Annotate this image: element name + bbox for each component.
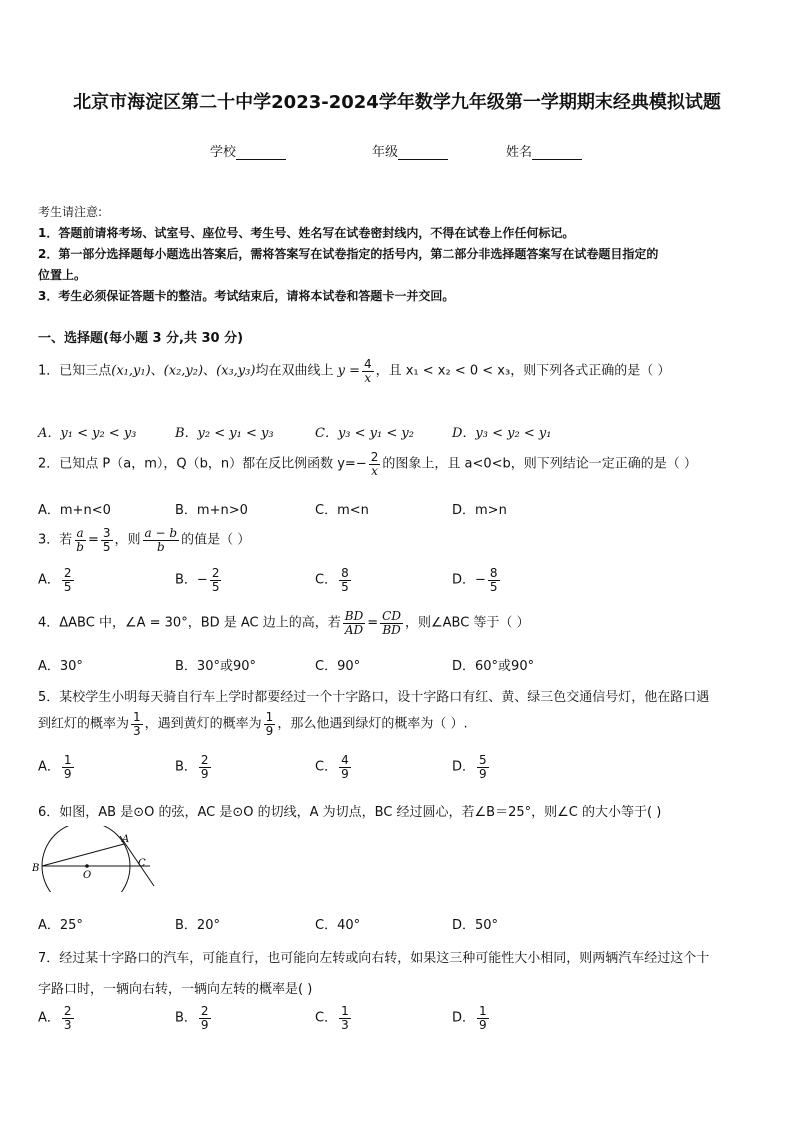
q4-option-c[interactable]: C．90° [315, 659, 361, 674]
q3-b-den: 5 [211, 579, 220, 594]
question-3 [38, 527, 250, 553]
center-point [85, 864, 89, 868]
grade-blank[interactable] [398, 145, 448, 160]
q3-a-label: A． [38, 572, 60, 588]
q4-option-a[interactable]: A．30° [38, 659, 83, 674]
q3-b-label: B．− [175, 572, 208, 588]
q1-option-a[interactable]: A．y₁ < y₂ < y₃ [38, 426, 137, 441]
q6-figure [30, 826, 160, 892]
q3-d-fraction [488, 567, 500, 593]
q3-f3-den: b [156, 539, 165, 554]
school-field[interactable] [210, 141, 286, 160]
q1-option-c[interactable]: C．y₃ < y₁ < y₂ [315, 426, 414, 441]
name-blank[interactable] [532, 145, 582, 160]
q5-f1-num: 1 [133, 710, 141, 724]
q3-suffix: 的值是（ ） [181, 532, 251, 548]
q3-f1-num: a [76, 526, 84, 540]
q3-fraction-3 [143, 527, 180, 553]
q7-option-c[interactable] [315, 1005, 353, 1031]
grade-field[interactable] [372, 141, 448, 160]
q7-option-a[interactable] [38, 1005, 76, 1031]
question-1 [38, 358, 670, 384]
q3-b-fraction [210, 567, 222, 593]
q5-c-label: C． [315, 759, 338, 775]
q5-option-b[interactable] [175, 754, 213, 780]
q2-option-c[interactable]: C．m<n [315, 503, 369, 518]
label-c: C [138, 858, 146, 869]
q5-option-c[interactable] [315, 754, 353, 780]
q7-b-num: 2 [200, 1004, 209, 1018]
q5-a-num: 1 [63, 753, 72, 767]
q5-c-fraction [339, 754, 351, 780]
q7-a-label: A． [38, 1010, 60, 1026]
q5-fraction-2 [264, 711, 276, 737]
q6-option-a[interactable]: A．25° [38, 918, 83, 933]
question-2 [38, 451, 697, 477]
q7-b-den: 9 [200, 1017, 209, 1032]
q4-f1-num: BD [344, 609, 364, 623]
q7-a-den: 3 [63, 1017, 72, 1032]
q5-b-fraction [199, 754, 211, 780]
q3-a-fraction [62, 567, 74, 593]
question-7-line-1: 7．经过某十字路口的汽车，可能直行，也可能向左转或向右转，如果这三种可能性大小相同，则两辆汽车经过这个十 [38, 951, 710, 966]
q6-option-b[interactable]: B．20° [175, 918, 220, 933]
q4-eq: = [367, 615, 379, 631]
q1-point-2: (x₂,y₂) [163, 363, 204, 379]
notice-item-2a: 2．第一部分选择题每小题选出答案后，需将答案写在试卷指定的括号内，第二部分非选择题答案写在试卷题目指定的 [38, 247, 659, 261]
q3-prefix: 3．若 [38, 532, 73, 548]
q3-d-label: D．− [452, 572, 486, 588]
q5-d-fraction [477, 754, 489, 780]
page-title: 北京市海淀区第二十中学2023-2024学年数学九年级第一学期期末经典模拟试题 [73, 92, 721, 113]
q2-num: 2 [370, 450, 379, 464]
question-4 [38, 610, 530, 636]
school-label: 学校 [210, 145, 237, 160]
q7-d-label: D． [452, 1010, 476, 1026]
q5-d-den: 9 [479, 766, 487, 781]
q3-fraction-1 [74, 527, 86, 553]
q2-option-d[interactable]: D．m>n [452, 503, 507, 518]
q3-d-num: 8 [489, 566, 498, 580]
q4-option-d[interactable]: D．60°或90° [452, 659, 535, 674]
q1-sep-1: 、 [150, 363, 164, 379]
q7-b-label: B． [175, 1010, 197, 1026]
q1-prefix: 1．已知三点 [38, 363, 112, 379]
notice-item-2b: 位置上。 [38, 268, 87, 282]
q4-f1-den: AD [344, 622, 364, 637]
q4-suffix: ，则∠ABC 等于（ ） [404, 615, 530, 631]
q1-fraction [362, 358, 374, 384]
question-5-line-2 [38, 711, 468, 737]
q6-option-d[interactable]: D．50° [452, 918, 499, 933]
q1-eq: y = [337, 363, 360, 379]
q5-text-b: ，遇到黄灯的概率为 [144, 716, 262, 732]
q1-option-d[interactable]: D．y₃ < y₂ < y₁ [452, 426, 552, 441]
q4-f2-den: BD [382, 622, 401, 637]
q7-d-fraction [477, 1005, 489, 1031]
q5-f1-den: 3 [133, 723, 141, 738]
q3-b-num: 2 [211, 566, 220, 580]
q6-option-c[interactable]: C．40° [315, 918, 361, 933]
q2-option-a[interactable]: A．m+n<0 [38, 503, 111, 518]
q7-d-den: 9 [479, 1017, 487, 1032]
notice-heading: 考生请注意: [38, 205, 103, 219]
q2-prefix: 2．已知点 P（a，m），Q（b，n）都在反比例函数 y=− [38, 456, 367, 472]
q4-fraction-1 [343, 610, 365, 636]
q1-den: x [364, 370, 372, 385]
q5-option-d[interactable] [452, 754, 491, 780]
q3-fraction-2 [101, 527, 113, 553]
q2-fraction [369, 451, 381, 477]
q3-option-c[interactable] [315, 567, 353, 593]
q7-c-label: C． [315, 1010, 338, 1026]
q1-point-3: (x₃,y₃) [216, 363, 256, 379]
q3-c-den: 5 [341, 579, 349, 594]
label-o: O [83, 870, 92, 881]
q1-condition: ，且 x₁ < x₂ < 0 < x₃，则下列各式正确的是（ ） [375, 363, 671, 379]
q3-eq: = [87, 532, 99, 548]
q3-option-d[interactable] [452, 567, 502, 593]
q4-prefix: 4．ΔABC 中，∠A = 30°，BD 是 AC 边上的高，若 [38, 615, 341, 631]
q1-sep-2: 、 [203, 363, 217, 379]
notice-item-1: 1．答题前请将考场、试室号、座位号、考生号、姓名写在试卷密封线内，不得在试卷上作任何标记。 [38, 226, 575, 240]
q7-b-fraction [199, 1005, 211, 1031]
name-field[interactable] [506, 141, 582, 160]
grade-label: 年级 [372, 145, 399, 160]
q5-f2-den: 9 [265, 723, 274, 738]
question-6: 6．如图，AB 是⊙O 的弦，AC 是⊙O 的切线，A 为切点，BC 经过圆心，若∠B＝25°，则∠C 的大小等于( ) [38, 805, 662, 820]
q3-c-num: 8 [341, 566, 349, 580]
q5-a-label: A． [38, 759, 60, 775]
circle-o [42, 826, 130, 892]
q5-fraction-1 [131, 711, 143, 737]
q3-a-den: 5 [63, 579, 72, 594]
q3-c-fraction [339, 567, 351, 593]
q2-option-b[interactable]: B．m+n>0 [175, 503, 248, 518]
q1-mid: 均在双曲线上 [255, 363, 334, 379]
question-5-line-1: 5．某校学生小明每天骑自行车上学时都要经过一个十字路口，设十字路口有红、黄、绿三色交通信号灯，他在路口遇 [38, 690, 710, 705]
q2-suffix: 的图象上，且 a<0<b，则下列结论一定正确的是（ ） [382, 456, 697, 472]
q5-d-label: D． [452, 759, 476, 775]
q3-d-den: 5 [489, 579, 498, 594]
q5-c-num: 4 [341, 753, 349, 767]
q3-f3-num: a − b [144, 526, 178, 540]
notice-item-3: 3．考生必须保证答题卡的整洁。考试结束后，请将本试卷和答题卡一并交回。 [38, 289, 455, 303]
q7-d-num: 1 [479, 1004, 487, 1018]
q3-a-num: 2 [63, 566, 72, 580]
q1-option-b[interactable]: B．y₂ < y₁ < y₃ [175, 426, 274, 441]
name-label: 姓名 [506, 145, 533, 160]
q3-f2-den: 5 [102, 539, 111, 554]
q5-c-den: 9 [341, 766, 349, 781]
q4-fraction-2 [380, 610, 403, 636]
q3-c-label: C． [315, 572, 338, 588]
q5-text-a: 到红灯的概率为 [38, 716, 130, 732]
q7-option-b[interactable] [175, 1005, 213, 1031]
q5-option-a[interactable] [38, 754, 76, 780]
q7-a-fraction [62, 1005, 74, 1031]
q5-b-den: 9 [200, 766, 209, 781]
q3-f1-den: b [76, 539, 84, 554]
school-blank[interactable] [236, 145, 286, 160]
q5-d-num: 5 [479, 753, 487, 767]
q7-a-num: 2 [63, 1004, 72, 1018]
q5-b-label: B． [175, 759, 197, 775]
label-b: B [32, 863, 40, 874]
q3-option-a[interactable] [38, 567, 76, 593]
line-ab [42, 844, 124, 866]
q3-f2-num: 3 [102, 526, 111, 540]
q5-a-den: 9 [63, 766, 72, 781]
q3-option-b[interactable] [175, 567, 223, 593]
q5-f2-num: 1 [265, 710, 274, 724]
q1-point-1: (x₁,y₁) [111, 363, 151, 379]
q5-text-c: ，那么他遇到绿灯的概率为（ ）. [277, 716, 468, 732]
q7-option-d[interactable] [452, 1005, 491, 1031]
q4-option-b[interactable]: B．30°或90° [175, 659, 257, 674]
q7-c-num: 1 [341, 1004, 349, 1018]
question-7-line-2: 字路口时，一辆向右转，一辆向左转的概率是( ) [38, 982, 313, 997]
q7-c-den: 3 [341, 1017, 349, 1032]
q5-b-num: 2 [200, 753, 209, 767]
q5-a-fraction [62, 754, 74, 780]
section-heading: 一、选择题(每小题 3 分,共 30 分) [38, 331, 244, 346]
q2-den: x [371, 463, 378, 478]
label-a: A [122, 834, 130, 845]
q4-f2-num: CD [382, 609, 401, 623]
q1-num: 4 [363, 357, 372, 371]
q7-c-fraction [339, 1005, 351, 1031]
q3-mid: ，则 [114, 532, 141, 548]
